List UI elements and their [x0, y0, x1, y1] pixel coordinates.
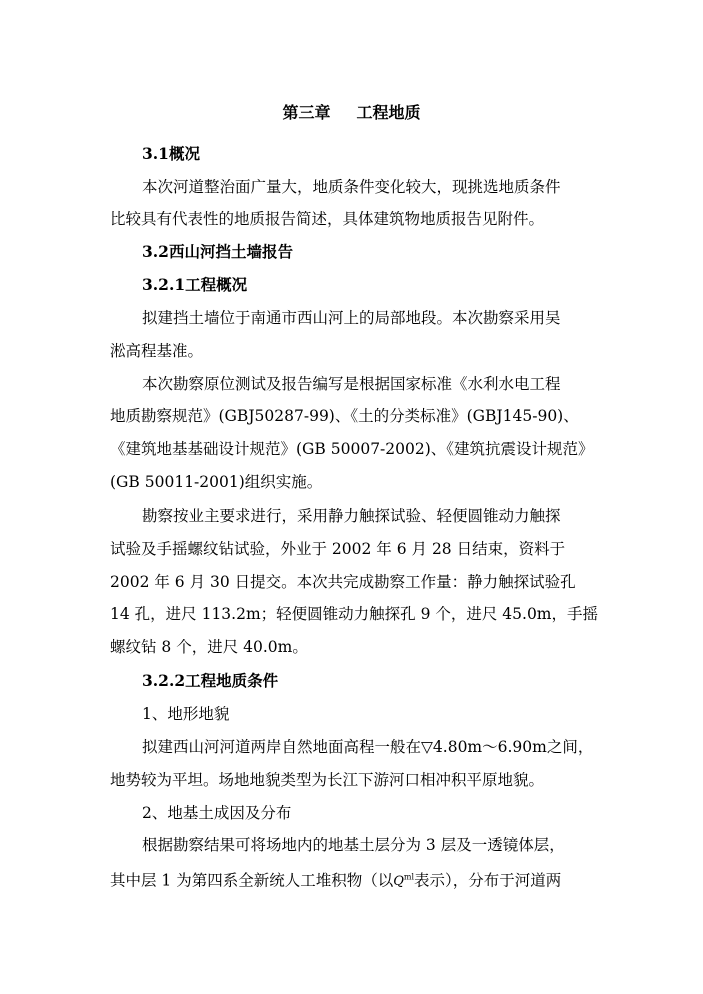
paragraph-line: 比较具有代表性的地质报告简述，具体建筑物地质报告见附件。 — [110, 210, 545, 228]
paragraph-line: 螺纹钻 8 个，进尺 40.0m。 — [110, 638, 308, 656]
geologic-symbol — [393, 874, 414, 889]
paragraph-line: 拟建挡土墙位于南通市西山河上的局部地段。本次勘察采用吴 — [142, 309, 561, 327]
chapter-name: 工程地质 — [356, 103, 421, 122]
chapter-number: 第三章 — [282, 103, 331, 122]
paragraph-line: 根据勘察结果可将场地内的地基土层分为 3 层及一透镜体层， — [142, 836, 565, 854]
section-3-1-heading: 3.1概况 — [142, 144, 200, 163]
paragraph-line: 本次勘察原位测试及报告编写是根据国家标准《水利水电工程 — [142, 375, 561, 393]
list-item-heading: 2、地基土成因及分布 — [142, 804, 292, 822]
paragraph-line: 2002 年 6 月 30 日提交。本次共完成勘察工作量：静力触探试验孔 — [110, 573, 576, 591]
paragraph-line: 本次河道整治面广量大，地质条件变化较大，现挑选地质条件 — [142, 178, 561, 196]
paragraph-line: 14 孔，进尺 113.2m；轻便圆锥动力触探孔 9 个，进尺 45.0m，手摇 — [110, 605, 599, 623]
paragraph-line: (GB 50011-2001)组织实施。 — [110, 473, 323, 491]
geologic-symbol-superscript: ml — [403, 873, 415, 882]
paragraph-line: 地势较为平坦。场地地貌类型为长江下游河口相冲积平原地貌。 — [110, 771, 545, 789]
geologic-symbol-letter: Q — [393, 874, 404, 890]
paragraph-line: 拟建西山河河道两岸自然地面高程一般在▽4.80m～6.90m之间， — [142, 738, 594, 756]
paragraph-line: 地质勘察规范》(GBJ50287-99)、《土的分类标准》(GBJ145-90)、 — [110, 407, 579, 425]
chapter-title — [0, 103, 703, 123]
paragraph-line — [110, 868, 561, 892]
paragraph-line: 试验及手摇螺纹钻试验，外业于 2002 年 6 月 28 日结束，资料于 — [110, 540, 566, 558]
section-3-2-2-heading: 3.2.2工程地质条件 — [142, 671, 279, 690]
paragraph-line: 《建筑地基基础设计规范》(GB 50007-2002)、《建筑抗震设计规范》 — [110, 440, 594, 458]
section-3-2-heading: 3.2西山河挡土墙报告 — [142, 242, 293, 261]
list-item-heading: 1、地形地貌 — [142, 705, 230, 723]
paragraph-line: 勘察按业主要求进行，采用静力触探试验、轻便圆锥动力触探 — [142, 507, 561, 525]
section-3-2-1-heading: 3.2.1工程概况 — [142, 275, 248, 294]
paragraph-text: 其中层 1 为第四系全新统人工堆积物（以 — [110, 871, 394, 890]
paragraph-line: 淞高程基准。 — [110, 342, 204, 360]
paragraph-text: 表示），分布于河道两 — [414, 871, 562, 890]
